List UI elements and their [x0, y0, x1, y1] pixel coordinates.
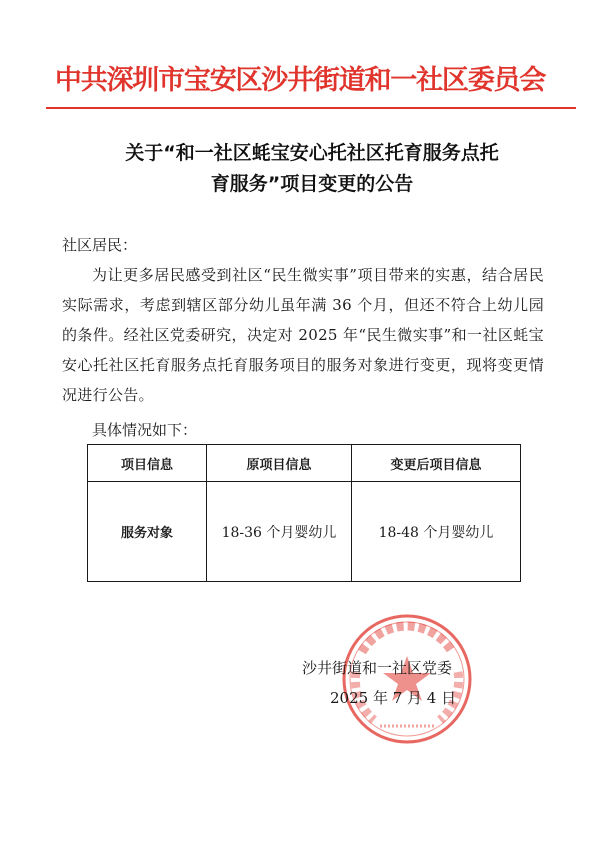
signature-date: 2025 年 7 月 4 日: [330, 689, 457, 707]
table-row: [88, 482, 521, 582]
row-label-cell: 服务对象: [88, 482, 207, 582]
table-header-cell: 项目信息: [88, 445, 207, 482]
table-header-cell: 原项目信息: [207, 445, 352, 482]
table-header-cell: 变更后项目信息: [352, 445, 521, 482]
salutation: 社区居民：: [62, 236, 138, 254]
body-paragraph: 为让更多居民感受到社区“民生微实事”项目带来的实惠，结合居民实际需求，考虑到辖区部分幼儿虽年满 36 个月，但还不符合上幼儿园的条件。经社区党委研究，决定对 2025 年“民生微实事”和一社区蚝宝安心托社区托育服务点托育服务项目的服务对象进行变更，现将变更情况进行公告。: [62, 266, 544, 404]
change-info-table: [87, 444, 521, 582]
letterhead-divider: [46, 107, 576, 109]
original-value-cell: 18-36 个月婴幼儿: [207, 482, 352, 582]
signature-organization: 沙井街道和一社区党委: [302, 659, 453, 677]
details-intro: 具体情况如下：: [92, 421, 198, 439]
document-title: [62, 138, 562, 200]
changed-value-cell: 18-48 个月婴幼儿: [352, 482, 521, 582]
letterhead-title: 中共深圳市宝安区沙井街道和一社区委员会: [54, 65, 546, 96]
title-line-1: 关于“和一社区蚝宝安心托社区托育服务点托: [125, 142, 499, 164]
official-seal-icon: [340, 612, 474, 746]
table-header-row: [88, 445, 521, 482]
title-line-2: 育服务”项目变更的公告: [210, 173, 414, 195]
